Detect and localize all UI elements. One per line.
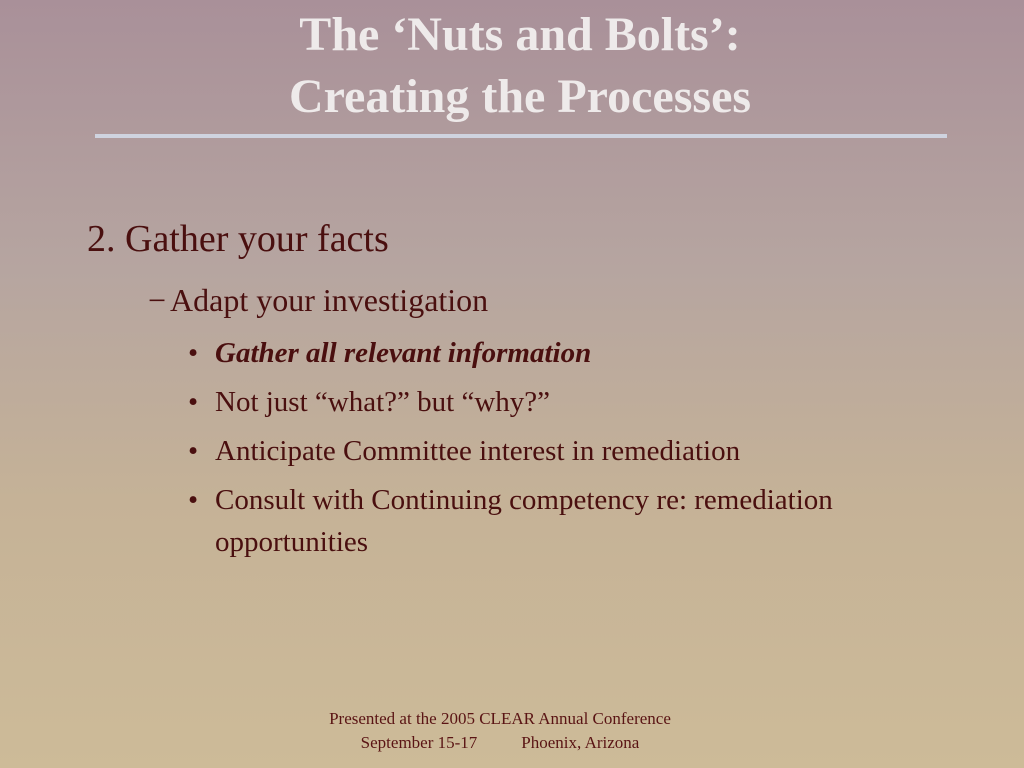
subheading bbox=[148, 279, 488, 321]
section-heading: 2. Gather your facts bbox=[87, 218, 389, 260]
bullet-icon: • bbox=[188, 484, 199, 516]
bullet-text: Gather all relevant information bbox=[215, 337, 592, 369]
footer-conference: Presented at the 2005 CLEAR Annual Conference bbox=[329, 709, 671, 728]
bullet-item bbox=[188, 479, 908, 563]
footer-details bbox=[0, 731, 1000, 755]
title-line-2: Creating the Processes bbox=[288, 70, 752, 123]
bullet-icon: • bbox=[188, 386, 199, 418]
subheading-text: Adapt your investigation bbox=[170, 282, 489, 318]
bullet-text: Not just “what?” but “why?” bbox=[215, 386, 551, 418]
bullet-icon: • bbox=[188, 337, 199, 369]
bullet-icon: • bbox=[188, 435, 199, 467]
slide-footer bbox=[0, 707, 1000, 755]
bullet-text: Consult with Continuing competency re: remediation opportunities bbox=[215, 484, 833, 558]
footer-dates: September 15-17 bbox=[360, 733, 478, 752]
bullet-item bbox=[188, 332, 908, 374]
dash-marker: − bbox=[148, 282, 167, 318]
footer-location: Phoenix, Arizona bbox=[521, 733, 640, 752]
title-line-1: The ‘Nuts and Bolts’: bbox=[299, 8, 741, 61]
bullet-item bbox=[188, 430, 908, 472]
bullet-text: Anticipate Committee interest in remediation bbox=[215, 435, 741, 467]
bullet-list bbox=[188, 332, 908, 570]
bullet-item bbox=[188, 381, 908, 423]
